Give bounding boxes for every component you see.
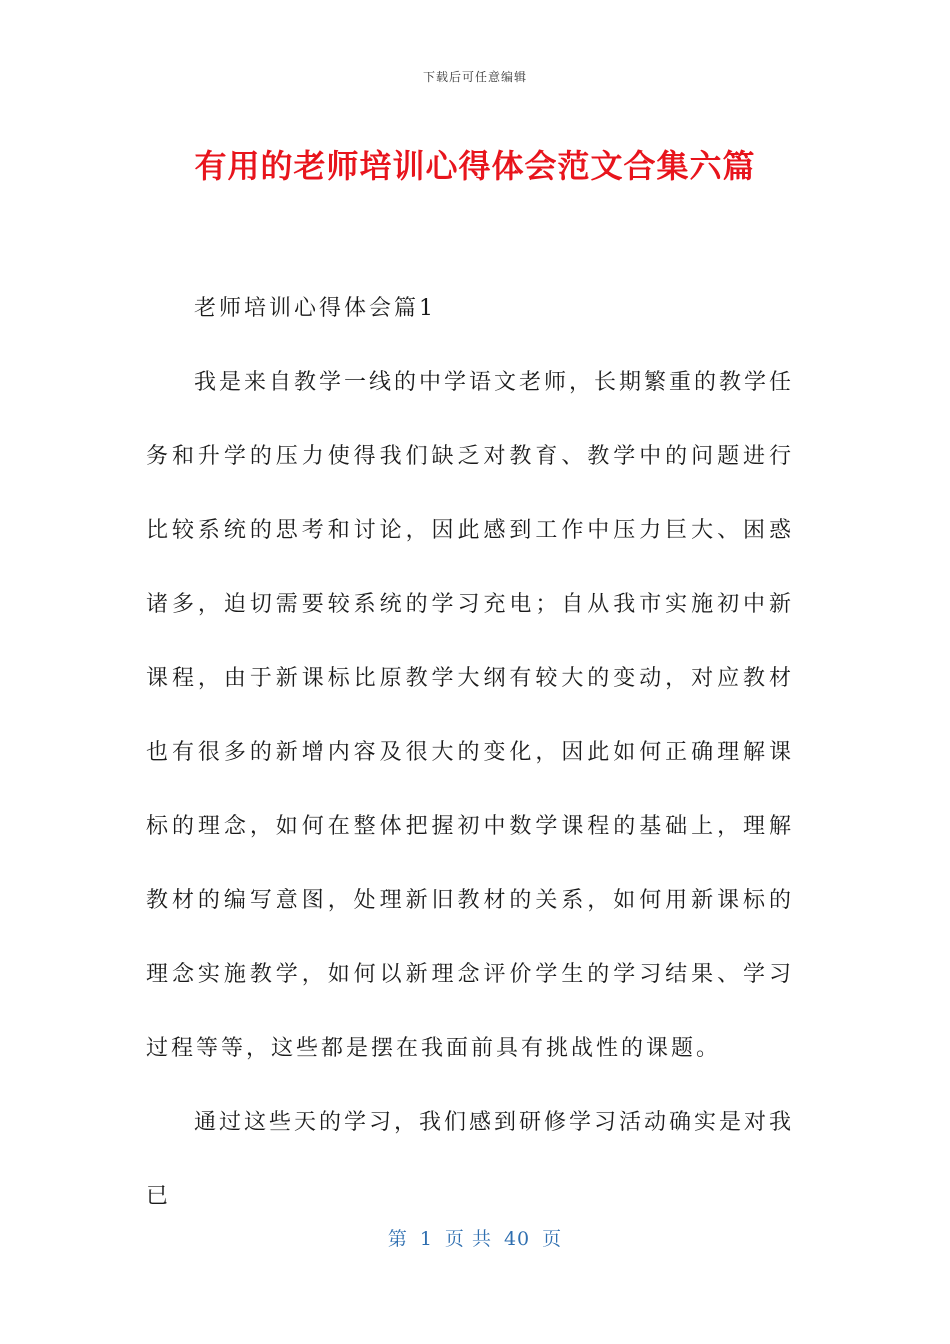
footer-total-pages: 40 [503,1228,531,1250]
document-body [146,272,794,1234]
body-paragraph: 通过这些天的学习，我们感到研修学习活动确实是对我已 [146,1110,795,1209]
section-heading: 老师培训心得体会篇1 [194,296,436,321]
footer-suffix: 页 [542,1228,563,1250]
footer-page-number: 1 [419,1228,433,1250]
document-title: 有用的老师培训心得体会范文合集六篇 [194,147,756,185]
body-paragraph: 我是来自教学一线的中学语文老师，长期繁重的教学任务和升学的压力使得我们缺乏对教育、教学中的问题进行比较系统的思考和讨论，因此感到工作中压力巨大、困惑诸多，迫切需要较系统的学习充电；自从我市实施初中新课程，由于新课标比原教学大纲有较大的变动，对应教材也有很多的新增内容及很大的变化，因此如何正确理解课标的理念，如何在整体把握初中数学课程的基础上，理解教材的编写意图，处理新旧教材的关系，如何用新课标的理念实施教学，如何以新理念评价学生的学习结果、学习过程等等，这些都是摆在我面前具有挑战性的课题。 [146,370,795,1061]
page-footer [0,1224,950,1251]
header-note: 下载后可任意编辑 [422,70,527,84]
footer-prefix: 第 [387,1228,408,1250]
footer-middle: 页 共 [444,1228,492,1250]
